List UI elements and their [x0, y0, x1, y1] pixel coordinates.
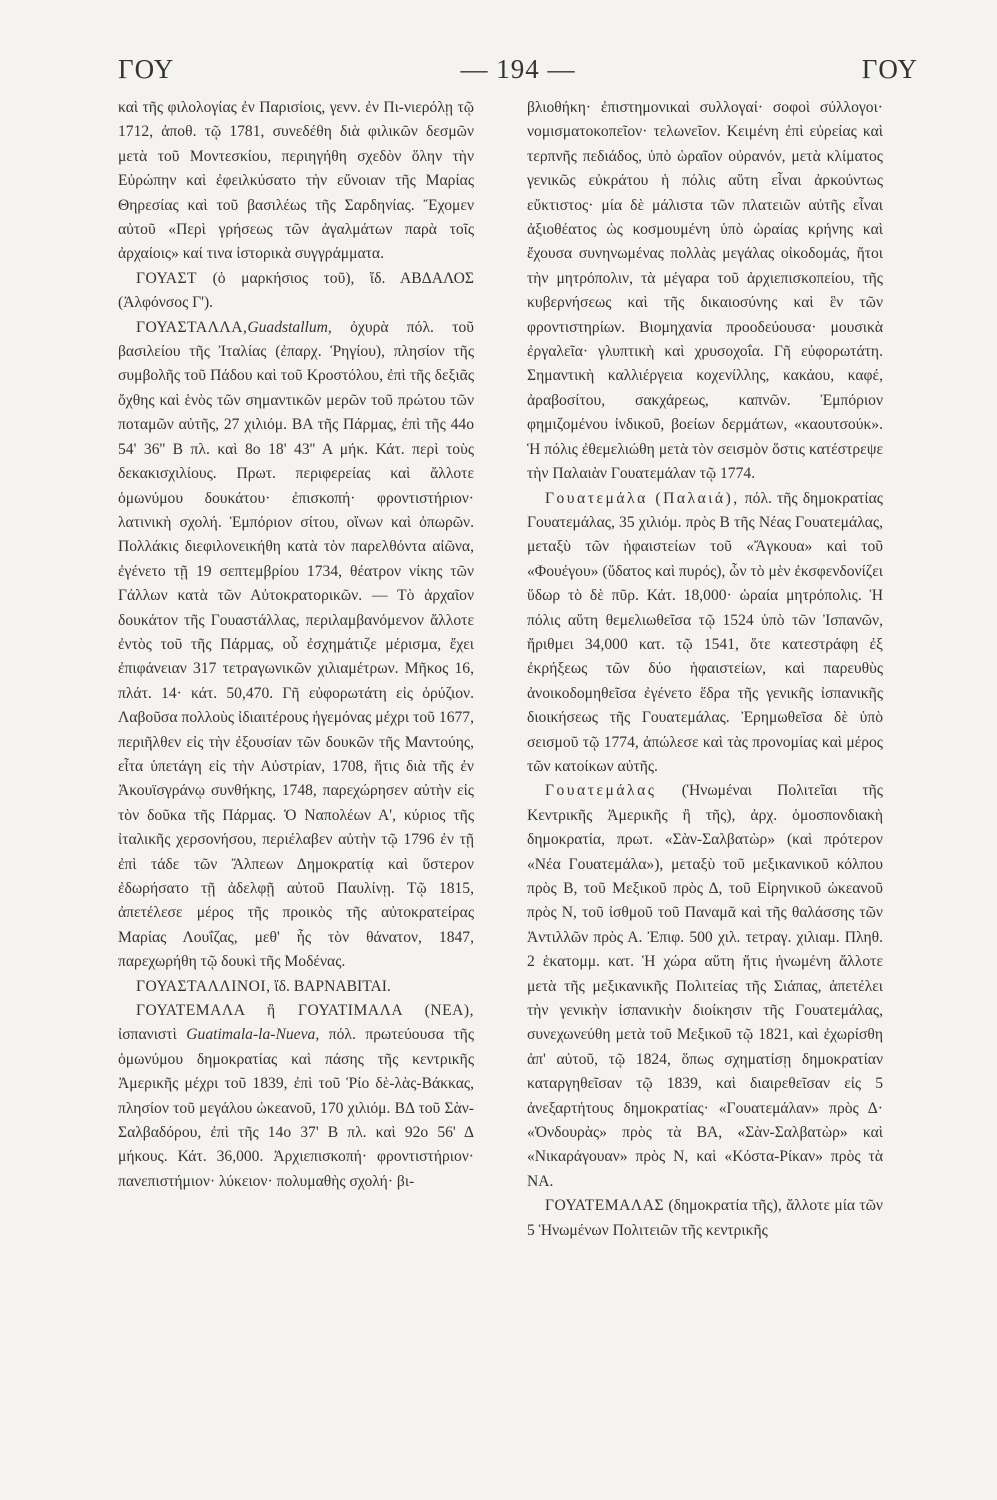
entry-latin-name: Guadstallum, — [247, 318, 332, 336]
entry-gouatemalas-enomenai — [527, 779, 883, 1194]
entry-gouast — [118, 267, 474, 316]
entry-gouatemala-palaia — [527, 487, 883, 780]
right-column — [527, 96, 883, 1243]
entry-text-continued: πόλ. πρωτεύουσα τῆς ὁμωνύμου δημοκρατίας καὶ πάσης τῆς κεντρικῆς Ἀμερικῆς μέχρι τοῦ 1839, ἐπὶ τοῦ Ῥίο δὲ-λὰς-Βάκκας, πλησίον τοῦ μεγάλου ὠκεανοῦ, 170 χιλιόμ. ΒΔ τοῦ Σὰν-Σαλβαδόρου, ἐπὶ τῆς 14ο 37' Β πλ. καὶ 92ο 56' Δ μήκους. Κάτ. 36,000. Ἀρχιεπισκοπή· φροντιστήριον· πανεπιστήμιον· λύκειον· πολυμαθὴς σχολή· βι- — [118, 1026, 474, 1190]
entry-text: ἰσπανιστὶ — [118, 1026, 177, 1044]
entry-headword: ΓΟΥΑΣΤΑΛΛΙΝΟΙ, — [136, 977, 271, 995]
entry-headword: ΓΟΥΑΤΕΜΑΛΑΣ — [545, 1197, 665, 1215]
page-header — [118, 44, 918, 94]
entry-text: (Ἡνωμέναι Πολιτεῖαι τῆς Κεντρικῆς Ἀμερικῆς ἢ τῆς), ἀρχ. ὁμοσπονδιακὴ δημοκρατία, πρωτ. «Σὰν-Σαλβατὼρ» (καὶ πρότερον «Νέα Γουατεμάλα»), μεταξὺ τοῦ μεξικανικοῦ κόλπου πρὸς Β, τοῦ Μεξικοῦ πρὸς Δ, τοῦ Εἰρηνικοῦ ὠκεανοῦ πρὸς Ν, τοῦ ἰσθμοῦ τοῦ Παναμᾶ καὶ τῆς θαλάσσης τῶν Ἀντιλλῶν πρὸς Α. Ἐπιφ. 500 χιλ. τετραγ. χιλιαμ. Πληθ. 2 ἑκατομμ. κατ. Ἡ χώρα αὕτη ἥτις ἡνωμένη ἄλλοτε μετὰ τῆς μεξικανικῆς Πολιτείας τῆς Σιάπας, ἀπετέλει τὴν γενικὴν ἰσπανικὴν διοίκησιν τῆς Γουατεμάλας, συνεχωνεύθη μετὰ τοῦ Μεξικοῦ τῷ 1821, καὶ ἐχωρίσθη ἀπ' αὐτοῦ, τῷ 1824, ὅπως σχηματίσῃ δημοκρατίαν καταργηθεῖσαν τῷ 1839, καὶ διαιρεθεῖσαν εἰς 5 ἀνεξαρτήτους δημοκρατίας· «Γουατεμάλαν» πρὸς Δ· «Ὀνδουρὰς» πρὸς τὰ ΒΑ, «Σὰν-Σαλβατὼρ» καὶ «Νικαράγουαν» πρὸς Ν, καὶ «Κόστα-Ρίκαν» πρὸς τὰ ΝΑ. — [527, 782, 883, 1190]
entry-headword: Γουατεμάλας — [545, 782, 657, 800]
page-bottom-shade — [0, 1380, 997, 1500]
entry-latin-name: Guatimala-la-Nueva, — [186, 1026, 320, 1044]
entry-text: ἴδ. ΒΑΡΝΑΒΙΤΑΙ. — [274, 977, 391, 995]
entry-text: (ὁ μαρκήσιος τοῦ), ἴδ. ΑΒΔΑΛΟΣ (Ἀλφόνσος Γ'). — [118, 269, 474, 312]
entry-text: πόλ. τῆς δημοκρατίας Γουατεμάλας, 35 χιλιόμ. πρὸς Β τῆς Νέας Γουατεμάλας, μεταξὺ τῶν ἡφαιστείων τοῦ «Ἄγκουα» καὶ τοῦ «Φουέγου» (ὕδατος καὶ πυρός), ὧν τὸ μὲν ἐκσφενδονίζει ὕδωρ τὸ δὲ πῦρ. Κάτ. 18,000· ὡραία μητρόπολις. Ἡ πόλις αὕτη θεμελιωθεῖσα τῷ 1524 ὑπὸ τῶν Ἰσπανῶν, ἤριθμει 34,000 κατ. τῷ 1541, ὅτε κατεστράφη ἐξ ἐκρήξεως τῶν δύο ἡφαιστείων, καὶ παρευθὺς ἀνοικοδομηθεῖσα ἐγένετο ἕδρα τῆς γενικῆς ἰσπανικῆς διοικήσεως τῆς Γουατεμάλας. Ἐρημωθεῖσα δὲ ὑπὸ σεισμοῦ τῷ 1774, ἀπώλεσε καὶ τὰς προνομίας καὶ μέρος τῶν κατοίκων αὐτῆς. — [527, 489, 883, 775]
entry-headword: ΓΟΥΑΣΤΑΛΛΑ, — [136, 318, 248, 336]
entry-text: ὀχυρὰ πόλ. τοῦ βασιλείου τῆς Ἰταλίας (ἐπαρχ. Ῥηγίου), πλησίον τῆς συμβολῆς τοῦ Πάδου καὶ τοῦ Κροστόλου, ἐπὶ τῆς δεξιᾶς ὄχθης καὶ ἑνὸς τῶν σημαντικῶν μερῶν τοῦ πρώτου τῶν ποταμῶν αὐτῆς, 27 χιλιόμ. ΒΑ τῆς Πάρμας, ἐπὶ τῆς 44ο 54' 36'' Β πλ. καὶ 8ο 18' 43'' Α μήκ. Κάτ. περὶ τοὺς δεκακισχιλίους. Πρωτ. περιφερείας καὶ ἄλλοτε ὁμωνύμου δουκάτου· ἐπισκοπή· φροντιστήριον· λατινικὴ σχολή. Ἐμπόριον σίτου, οἴνων καὶ ὀπωρῶν. Πολλάκις διεφιλονεικήθη κατὰ τὸν παρελθόντα αἰῶνα, ἐγένετο τῇ 19 σεπτεμβρίου 1734, θέατρον νίκης τῶν Γάλλων κατὰ τῶν Αὐτοκρατορικῶν. — Τὸ ἀρχαῖον δουκάτον τῆς Γουαστάλλας, περιλαμβανόμενον ἄλλοτε ἐντὸς τοῦ τῆς Πάρμας, οὗ ἐσχημάτιζε μέρισμα, ἔχει ἐπιφάνειαν 317 τετραγωνικῶν χιλιαμέτρων. Μῆκος 16, πλάτ. 14· κάτ. 50,470. Γῆ εὐφορωτάτη εἰς ὀρύζιον. Λαβοῦσα πολλοὺς ἰδιαιτέρους ἡγεμόνας μέχρι τοῦ 1677, περιῆλθεν εἰς τὴν ἐξουσίαν τῶν δουκῶν τῆς Μαντούης, εἶτα ὑπετάγη εἰς τὴν Αὐστρίαν, 1708, ἥτις διὰ τῆς ἐν Ἀκουϊσγράνῳ συνθήκης, 1748, παρεχώρησεν αὐτὴν εἰς τὸν δοῦκα τῆς Πάρμας. Ὁ Ναπολέων Α', κύριος τῆς ἰταλικῆς χερσονήσου, περιέλαβεν αὐτὴν τῷ 1796 ἐν τῇ ἐπὶ τάδε τῶν Ἄλπεων Δημοκρατίᾳ καὶ ὕστερον ἐδωρήσατο τῇ ἀδελφῇ αὐτοῦ Παυλίνῃ. Τῷ 1815, ἀπετέλεσε μέρος τῆς προικὸς τῆς αὐτοκρατείρας Μαρίας Λουΐζας, μεθ' ἧς τὸν θάνατον, 1847, παρεχωρήθη τῷ δουκὶ τῆς Μοδένας. — [118, 318, 474, 971]
page-number: — 194 — — [460, 53, 576, 84]
entry-headword: ΓΟΥΑΤΕΜΑΛΑ ἢ ΓΟΥΑΤΙΜΑΛΑ (ΝΕΑ), — [136, 1002, 474, 1020]
entry-headword: ΓΟΥΑΣΤ — [136, 269, 198, 287]
header-left-word: ΓΟΥ — [118, 53, 175, 84]
header-right-word: ΓΟΥ — [861, 53, 918, 84]
paragraph: καὶ τῆς φιλολογίας ἐν Παρισίοις, γενν. ἐν Πι-νιερόλῃ τῷ 1712, ἀποθ. τῷ 1781, συνεδέθη διὰ φιλικῶν δεσμῶν μετὰ τοῦ Μοντεσκίου, περιηγήθη σχεδὸν ὅλην τὴν Εὐρώπην καὶ ἐφειλκύσατο τὴν εὔνοιαν τῆς Μαρίας Θηρεσίας καὶ τοῦ βασιλέως τῆς Σαρδηνίας. Ἔχομεν αὐτοῦ «Περὶ γρήσεως τῶν ἀγαλμάτων παρὰ τοῖς ἀρχαίοις» καί τινα ἱστορικὰ συγγράμματα. — [118, 99, 474, 263]
entry-text: (δημοκρατία τῆς), ἄλλοτε μία τῶν 5 Ἡνωμένων Πολιτειῶν τῆς κεντρικῆς — [527, 1197, 883, 1239]
entry-gouatemalas-demokratia — [527, 1194, 883, 1243]
left-column — [118, 96, 474, 1194]
paragraph: βλιοθήκη· ἐπιστημονικαὶ συλλογαί· σοφοὶ σύλλογοι· νομισματοκοπεῖον· τελωνεῖον. Κειμένη ἐπὶ εὐρείας καὶ τερπνῆς πεδιάδος, ὑπὸ ὡραῖον οὐρανόν, μετὰ κλίματος γενικῶς εὐκράτου ἡ πόλις αὕτη εἶναι ἀρκούντως εὔκτιστος· μία δὲ μάλιστα τῶν πλατειῶν αὐτῆς εἶναι ἀξιοθέατος ὡς κοσμουμένη ὑπὸ ὡραίας κρήνης καὶ ἔχουσα συνηνωμένας πολλὰς μεγάλας οἰκοδομάς, ἤτοι τὴν μητρόπολιν, τὰ μέγαρα τοῦ ἀρχιεπισκοπείου, τῆς κυβερνήσεως καὶ τῆς δικαιοσύνης καὶ ἓν τῶν φροντιστηρίων. Βιομηχανία προοδεύουσα· μουσικὰ ἐργαλεῖα· γλυπτικὴ καὶ χρυσοχοΐα. Γῆ εὐφορωτάτη. Σημαντικὴ καλλιέργεια κοχενίλλης, κακάου, καφέ, ἀραβοσίτου, σακχάρεως, καπνῶν. Ἐμπόριον φημιζομένου ἰνδικοῦ, βοείων δερμάτων, «καουτσούκ». Ἡ πόλις ἐθεμελιώθη μετὰ τὸν σεισμὸν ὅστις κατέστρεψε τὴν Παλαιὰν Γουατεμάλαν τῷ 1774. — [527, 99, 883, 483]
entry-headword: Γουατεμάλα (Παλαιά), — [545, 489, 740, 507]
entry-gouatemala-nea — [118, 999, 474, 1194]
entry-gouastalla — [118, 316, 474, 975]
entry-gouastallinoi — [118, 975, 474, 999]
